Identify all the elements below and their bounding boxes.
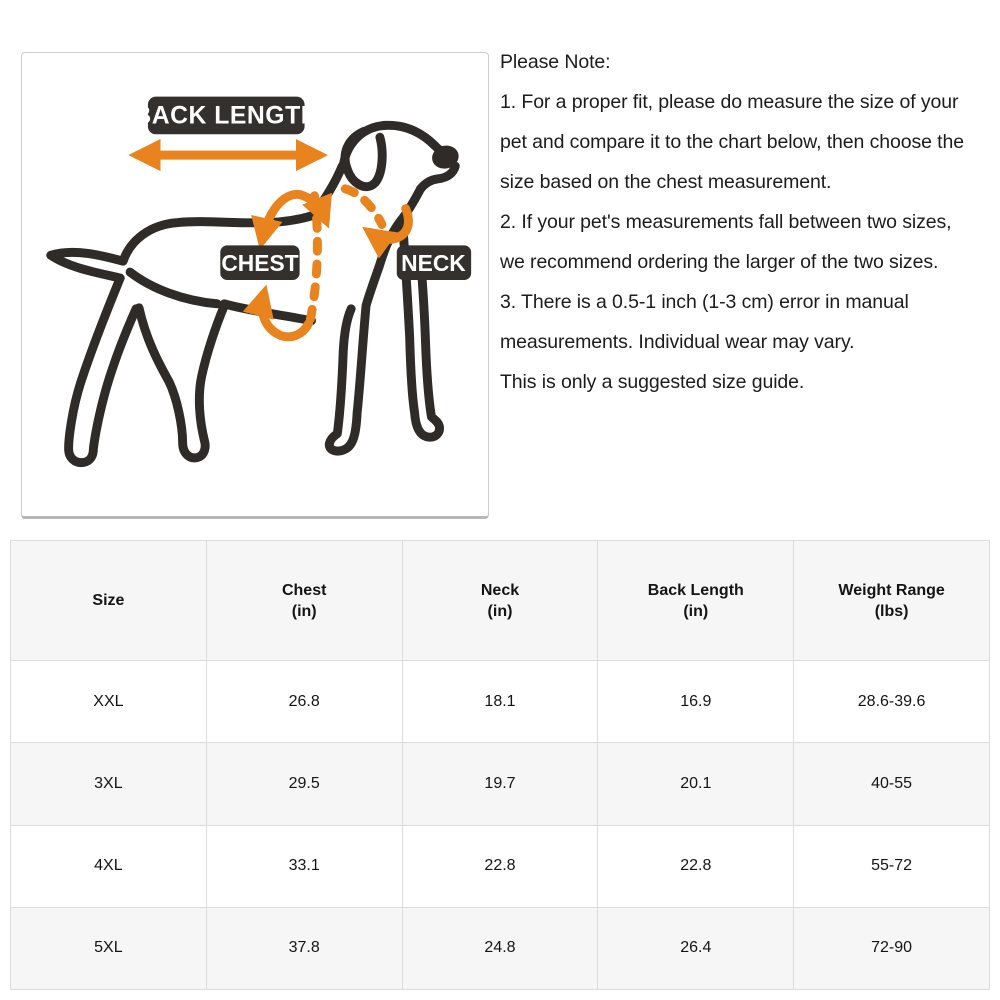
note-line: This is only a suggested size guide.: [500, 371, 805, 393]
table-row: [11, 661, 990, 743]
note-line: we recommend ordering the larger of the two sizes.: [500, 251, 939, 273]
note-line: size based on the chest measurement.: [500, 171, 832, 193]
header-unit: (in): [487, 602, 513, 620]
dog-outline: [51, 125, 456, 462]
table-cell-back-length: 22.8: [598, 825, 794, 907]
table-cell-size: XXL: [11, 661, 207, 743]
size-chart-header: [11, 541, 990, 661]
header-label: Weight Range: [838, 581, 945, 599]
table-cell-weight-range: 40-55: [794, 743, 990, 825]
table-cell-chest: 33.1: [206, 825, 402, 907]
note-line: measurements. Individual wear may vary.: [500, 331, 855, 353]
neck-girth-dashed-line: [345, 189, 382, 225]
note-line: Please Note:: [500, 51, 611, 73]
table-cell-weight-range: 72-90: [794, 907, 990, 989]
note-line: 1. For a proper fit, please do measure the size of your: [500, 91, 959, 113]
table-header-back-length: [598, 541, 794, 661]
table-cell-neck: 24.8: [402, 907, 598, 989]
table-cell-chest: 26.8: [206, 661, 402, 743]
table-cell-weight-range: 28.6-39.6: [794, 661, 990, 743]
header-label: Size: [92, 592, 125, 609]
dog-measurement-illustration: [22, 53, 488, 516]
table-cell-chest: 29.5: [206, 743, 402, 825]
table-cell-weight-range: 55-72: [794, 825, 990, 907]
header-unit: (in): [291, 602, 317, 620]
table-header-chest: [206, 541, 402, 661]
header-label: Back Length: [647, 581, 744, 599]
table-cell-size: 4XL: [11, 825, 207, 907]
header-label: Chest: [281, 581, 327, 599]
table-cell-size: 5XL: [11, 907, 207, 989]
size-chart-body: [11, 661, 990, 990]
table-cell-back-length: 26.4: [598, 907, 794, 989]
table-row: [11, 825, 990, 907]
notes-section: [500, 42, 995, 402]
header-label: Neck: [480, 581, 520, 599]
size-chart-table: [10, 540, 990, 990]
measurement-diagram-box: [21, 52, 489, 519]
table-cell-neck: 19.7: [402, 743, 598, 825]
table-cell-back-length: 16.9: [598, 661, 794, 743]
note-line: 2. If your pet's measurements fall between two sizes,: [500, 211, 952, 233]
chest-label-text: CHEST: [221, 250, 299, 277]
table-row: [11, 743, 990, 825]
table-header-neck: [402, 541, 598, 661]
header-unit: (in): [683, 602, 709, 620]
back-length-label: [133, 97, 319, 135]
note-line: 3. There is a 0.5-1 inch (1-3 cm) error in manual: [500, 291, 909, 313]
table-cell-neck: 22.8: [402, 825, 598, 907]
note-line: pet and compare it to the chart below, then choose the: [500, 131, 964, 153]
table-cell-back-length: 20.1: [598, 743, 794, 825]
chest-label: [220, 245, 299, 280]
neck-label: [397, 245, 471, 280]
back-length-label-text: BACK LENGTH: [133, 102, 320, 130]
table-header-size: [11, 541, 207, 661]
table-row: [11, 907, 990, 989]
neck-label-text: NECK: [401, 250, 466, 277]
table-cell-neck: 18.1: [402, 661, 598, 743]
table-cell-size: 3XL: [11, 743, 207, 825]
table-header-row: [11, 541, 990, 661]
header-unit: (lbs): [874, 602, 909, 620]
table-header-weight-range: [794, 541, 990, 661]
table-cell-chest: 37.8: [206, 907, 402, 989]
